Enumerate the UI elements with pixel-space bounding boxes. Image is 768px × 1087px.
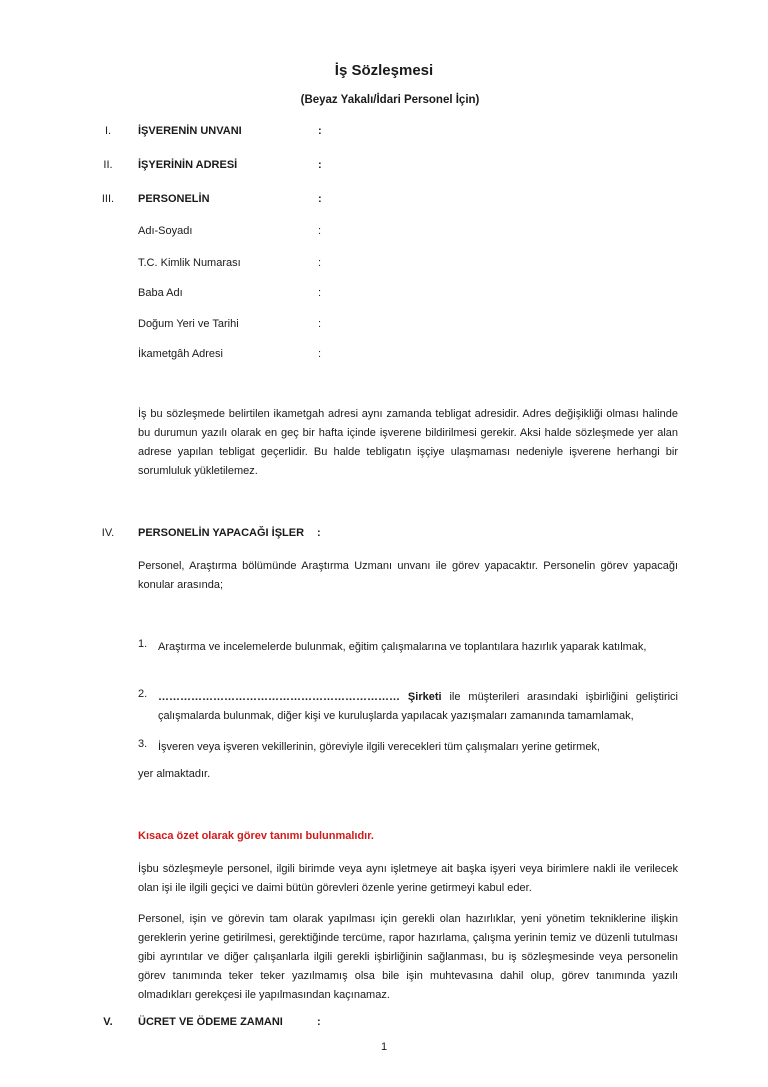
section-numeral-3: III. bbox=[101, 193, 115, 205]
company-word: Şirketi bbox=[407, 691, 442, 703]
field-colon-residence: : bbox=[318, 348, 322, 360]
field-label-father-name: Baba Adı bbox=[138, 287, 183, 299]
job-description-note: Kısaca özet olarak görev tanımı bulunmalıdır. bbox=[138, 830, 374, 842]
section-colon-5: : bbox=[317, 1016, 321, 1028]
duty-item-3: İşveren veya işveren vekillerinin, göreviyle ilgili verecekleri tüm çalışmaları yerine getirmek, bbox=[158, 741, 600, 753]
section-label-workplace-address: İŞYERİNİN ADRESİ bbox=[138, 159, 238, 171]
section-label-salary: ÜCRET VE ÖDEME ZAMANI bbox=[138, 1016, 283, 1028]
duties-intro-paragraph: Personel, Araştırma bölümünde Araştırma Uzmanı unvanı ile görev yapacaktır. Personelin görev yapacağı konular arasında; bbox=[138, 560, 678, 591]
page-number: 1 bbox=[380, 1041, 388, 1053]
section-numeral-2: II. bbox=[103, 159, 113, 171]
field-colon-birth: : bbox=[318, 318, 322, 330]
address-notice-paragraph: İş bu sözleşmede belirtilen ikametgah adresi aynı zamanda tebligat adresidir. Adres değişikliği olması halinde bu durumun yazılı olarak en geç bir hafta içinde işverene bildirilmesi gerekir. Aksi halde sözleşmede yer alan adrese yapılan tebligat geçerlidir. Bu halde tebligatın işçiye ulaşmaması nedeniyle işverene herhangi bir sorumluluk yükletilemez. bbox=[138, 408, 678, 477]
section-label-duties: PERSONELİN YAPACAĞI İŞLER bbox=[138, 527, 305, 539]
field-colon-father-name: : bbox=[318, 287, 322, 299]
section-numeral-5: V. bbox=[103, 1016, 113, 1028]
company-name-blank: ………………………………………………………… bbox=[158, 691, 400, 703]
section-colon-3: : bbox=[318, 193, 322, 205]
document-subtitle: (Beyaz Yakalı/İdari Personel İçin) bbox=[300, 94, 480, 106]
field-label-birth: Doğum Yeri ve Tarihi bbox=[138, 318, 239, 330]
section-colon-2: : bbox=[318, 159, 322, 171]
section-label-employer-title: İŞVERENİN UNVANI bbox=[138, 125, 242, 137]
duty-number-1: 1. bbox=[138, 638, 148, 650]
duty-item-1: Araştırma ve incelemelerde bulunmak, eğitim çalışmalarına ve toplantılara hazırlık yaparak katılmak, bbox=[158, 641, 647, 653]
field-colon-name: : bbox=[318, 225, 322, 237]
section-numeral-4: IV. bbox=[101, 527, 115, 539]
section-colon-1: : bbox=[318, 125, 322, 137]
section-colon-4: : bbox=[317, 527, 321, 539]
field-label-name: Adı-Soyadı bbox=[138, 225, 193, 237]
field-colon-id-number: : bbox=[318, 257, 322, 269]
duties-outro: yer almaktadır. bbox=[138, 768, 211, 780]
duty-item-2 bbox=[158, 688, 678, 726]
field-label-id-number: T.C. Kimlik Numarası bbox=[138, 257, 241, 269]
transfer-paragraph: İşbu sözleşmeyle personel, ilgili birimde veya aynı işletmeye ait başka işyeri veya birimlere nakli ile verilecek olan işi ile ilgili geçici ve daimi bütün görevleri özenle yerine getirmeyi kabul eder. bbox=[138, 863, 678, 894]
document-title: İş Sözleşmesi bbox=[334, 62, 434, 79]
section-label-personnel: PERSONELİN bbox=[138, 193, 210, 205]
duty-number-3: 3. bbox=[138, 738, 148, 750]
obligations-paragraph: Personel, işin ve görevin tam olarak yapılması için gerekli olan hazırlıklar, yeni yönetim tekniklerine ilişkin gereklerin yerine getirilmesi, gerektiğinde tercüme, rapor hazırlama, çalışma yerinin temiz ve düzenli tutulması gibi ayrıntılar ve diğer çalışanlarla ilgili gerekli işbirliğinin sağlanması, bu iş sözleşmesinde veya personelin görev tanımında teker teker yazılmamış olsa bile işin muhtevasına dahil olup, görev tanımında yazılı olmadıkları gerekçesi ile yapılmasından kaçınamaz. bbox=[138, 913, 678, 1001]
duty-item-2-text: ile müşterileri arasındaki işbirliğini geliştirici çalışmalarda bulunmak, diğer kişi ve kuruluşlarda yapılacak yazışmaları zamanında tamamlamak, bbox=[158, 691, 678, 722]
duty-number-2: 2. bbox=[138, 688, 148, 700]
section-numeral-1: I. bbox=[104, 125, 112, 137]
field-label-residence: İkametgâh Adresi bbox=[138, 348, 223, 360]
